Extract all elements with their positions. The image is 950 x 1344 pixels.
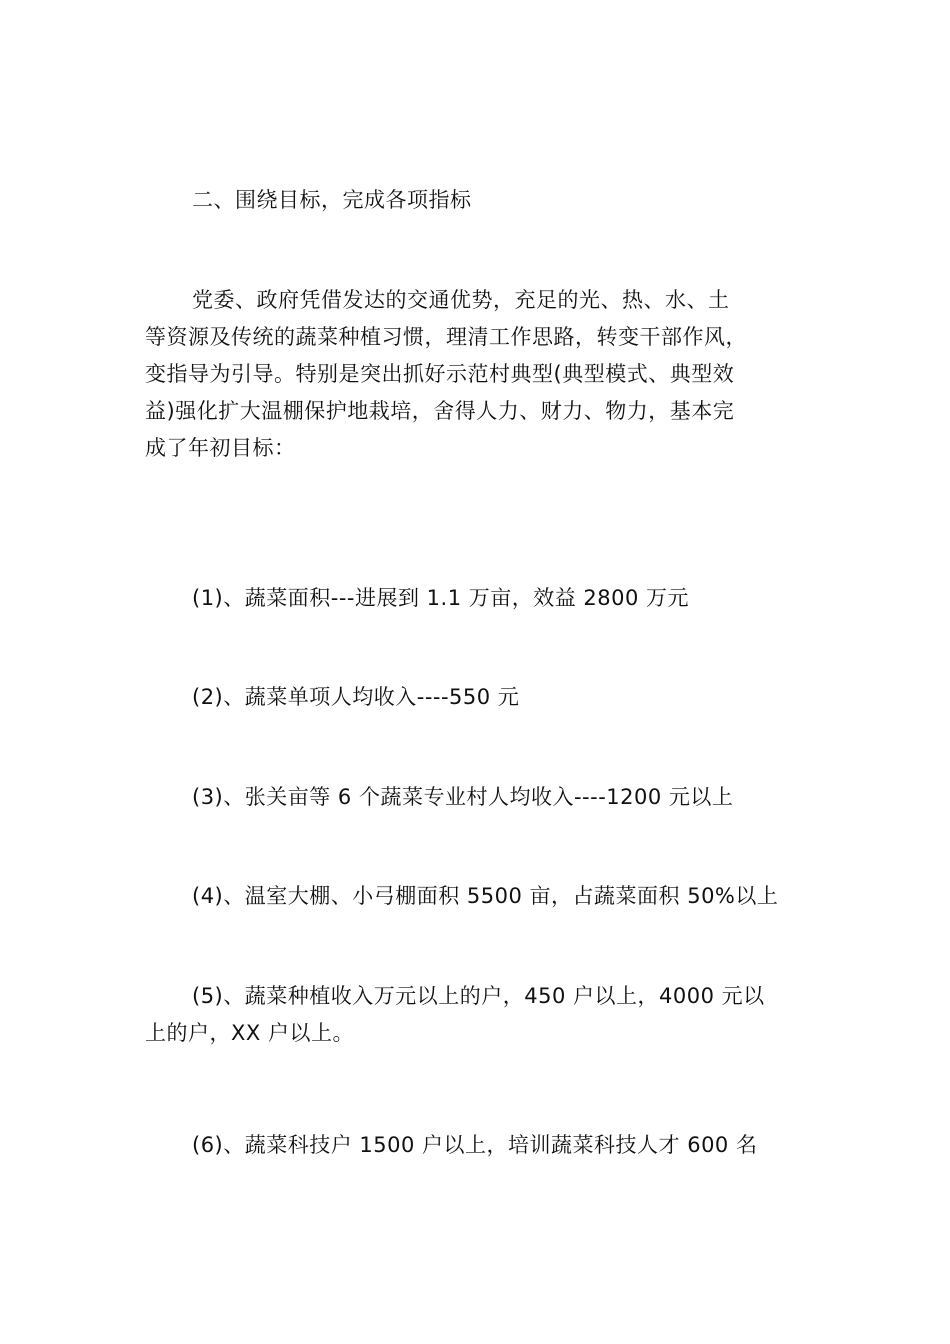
intro-line: 变指导为引导。特别是突出抓好示范村典型(典型模式、典型效	[145, 362, 735, 386]
list-item-text: (4)、温室大棚、小弓棚面积 5500 亩，占蔬菜面积 50%以上	[192, 884, 779, 908]
intro-line: 等资源及传统的蔬菜种植习惯，理清工作思路，转变干部作风，	[145, 325, 747, 349]
list-item	[145, 779, 810, 816]
list-item-text: (3)、张关亩等 6 个蔬菜专业村人均收入----1200 元以上	[192, 785, 734, 809]
list-item	[145, 580, 810, 617]
list-item-text: (2)、蔬菜单项人均收入----550 元	[192, 685, 520, 709]
list-item-text: 上的户，XX 户以上。	[145, 1021, 354, 1045]
list-item-text: (5)、蔬菜种植收入万元以上的户，450 户以上，4000 元以	[192, 984, 765, 1008]
list-item	[145, 878, 810, 915]
list-item	[145, 1127, 810, 1164]
intro-paragraph	[145, 282, 810, 467]
list-item-text: (1)、蔬菜面积---进展到 1.1 万亩，效益 2800 万元	[192, 586, 690, 610]
intro-line: 益)强化扩大温棚保护地栽培，舍得人力、财力、物力，基本完	[145, 399, 735, 423]
intro-line: 成了年初目标：	[145, 436, 296, 460]
list-item	[145, 679, 810, 716]
list-item	[145, 978, 810, 1052]
list-item-text: (6)、蔬菜科技户 1500 户以上，培训蔬菜科技人才 600 名	[192, 1133, 758, 1157]
section-heading	[145, 182, 810, 219]
section-heading-text: 二、围绕目标，完成各项指标	[192, 188, 472, 212]
intro-line: 党委、政府凭借发达的交通优势，充足的光、热、水、土	[192, 288, 730, 312]
